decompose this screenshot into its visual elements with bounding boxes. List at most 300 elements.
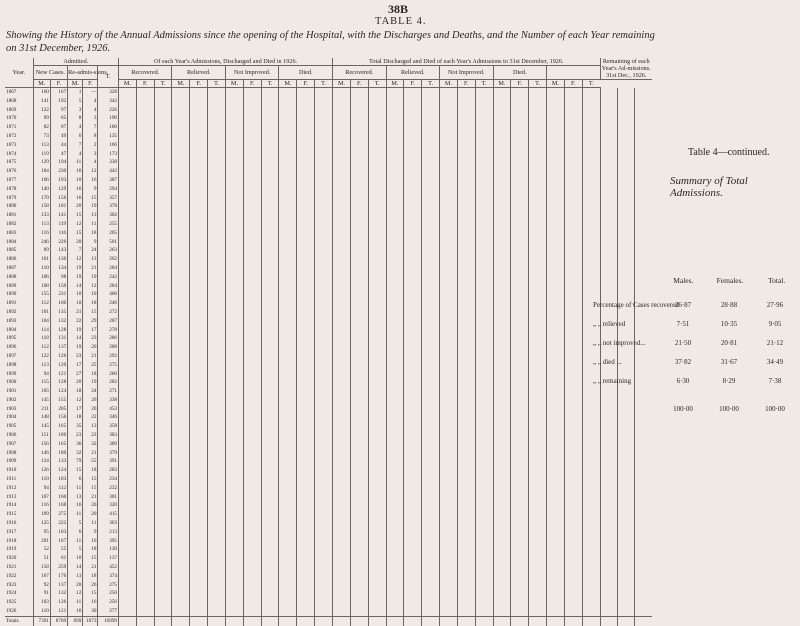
data-cell — [386, 132, 404, 141]
table-row — [5, 475, 652, 484]
admitted-cell: 165 — [50, 422, 67, 431]
table-row — [5, 545, 652, 554]
data-cell — [493, 176, 511, 185]
data-cell — [261, 299, 279, 308]
year-cell: 1870 — [6, 115, 17, 122]
header-sub: F. — [190, 80, 208, 88]
data-cell — [154, 528, 172, 537]
data-cell — [511, 255, 529, 264]
data-cell — [350, 519, 368, 528]
data-cell — [190, 607, 208, 616]
totals-label: Totals — [5, 616, 33, 625]
data-cell — [564, 150, 582, 159]
data-cell — [529, 132, 547, 141]
admitted-cell: 363 — [98, 519, 119, 528]
data-cell — [297, 202, 315, 211]
data-cell — [617, 537, 634, 546]
data-cell — [635, 563, 652, 572]
data-cell — [261, 537, 279, 546]
admitted-cell: 193 — [50, 176, 67, 185]
data-cell — [547, 449, 565, 458]
data-cell — [582, 475, 600, 484]
admitted-cell: 105 — [33, 387, 50, 396]
data-cell — [208, 97, 226, 106]
data-cell — [333, 387, 351, 396]
data-cell — [172, 290, 190, 299]
year-cell: 1923 — [6, 581, 17, 588]
data-cell — [208, 114, 226, 123]
data-cell — [350, 158, 368, 167]
summary-row: „ „ not improved... 21·50 20·81 21·12 — [593, 339, 784, 347]
data-cell — [600, 581, 617, 590]
admitted-cell: 119 — [50, 220, 67, 229]
data-cell — [350, 220, 368, 229]
data-cell — [297, 167, 315, 176]
year-cell: 1881 — [6, 212, 17, 219]
data-cell — [279, 220, 297, 229]
header-sub: M. — [279, 80, 297, 88]
admitted-cell: 250 — [98, 589, 119, 598]
data-cell — [635, 88, 652, 97]
admitted-cell: 328 — [98, 88, 119, 97]
data-cell — [617, 97, 634, 106]
data-cell — [154, 396, 172, 405]
data-cell — [208, 457, 226, 466]
data-cell — [136, 114, 154, 123]
year-cell: 1873 — [6, 141, 17, 148]
admitted-cell: 453 — [98, 405, 119, 414]
data-cell — [261, 449, 279, 458]
admitted-cell: 101 — [33, 308, 50, 317]
data-cell — [154, 282, 172, 291]
data-cell — [600, 537, 617, 546]
admitted-cell: 222 — [50, 519, 67, 528]
data-cell — [119, 396, 137, 405]
data-cell — [154, 572, 172, 581]
data-cell — [440, 238, 458, 247]
admitted-cell: 15 — [83, 308, 98, 317]
year-cell: 1917 — [6, 528, 17, 535]
admitted-cell: 15 — [83, 554, 98, 563]
data-cell — [297, 422, 315, 431]
data-cell — [279, 326, 297, 335]
data-cell — [225, 484, 243, 493]
admitted-cell: 158 — [33, 202, 50, 211]
data-cell — [422, 537, 440, 546]
data-cell — [208, 352, 226, 361]
data-cell — [119, 510, 137, 519]
data-cell — [600, 563, 617, 572]
data-cell — [582, 106, 600, 115]
data-cell — [368, 457, 386, 466]
data-cell — [617, 132, 634, 141]
data-cell — [243, 264, 261, 273]
data-cell — [315, 185, 333, 194]
data-cell — [529, 334, 547, 343]
data-cell — [136, 405, 154, 414]
table-row — [5, 431, 652, 440]
admitted-cell: 16 — [83, 176, 98, 185]
data-cell — [243, 598, 261, 607]
data-cell — [208, 440, 226, 449]
data-cell — [350, 378, 368, 387]
data-cell — [154, 185, 172, 194]
admitted-cell: 55 — [83, 457, 98, 466]
data-cell — [635, 97, 652, 106]
data-cell — [368, 246, 386, 255]
data-cell — [136, 326, 154, 335]
data-cell — [297, 607, 315, 616]
data-cell — [190, 255, 208, 264]
data-cell — [136, 537, 154, 546]
data-cell — [600, 449, 617, 458]
data-cell — [333, 167, 351, 176]
data-cell — [564, 589, 582, 598]
data-cell — [297, 97, 315, 106]
data-cell — [635, 466, 652, 475]
data-cell — [172, 581, 190, 590]
data-cell — [315, 167, 333, 176]
data-cell — [279, 598, 297, 607]
data-cell — [136, 501, 154, 510]
admitted-cell: 133 — [33, 211, 50, 220]
data-cell — [333, 616, 351, 625]
data-cell — [617, 229, 634, 238]
data-cell — [208, 607, 226, 616]
admitted-cell: 320 — [98, 501, 119, 510]
data-cell — [404, 422, 422, 431]
data-cell — [119, 132, 137, 141]
data-cell — [333, 581, 351, 590]
data-cell — [529, 106, 547, 115]
year-cell: 1867 — [6, 89, 17, 95]
data-cell — [350, 616, 368, 625]
data-cell — [564, 299, 582, 308]
data-cell — [440, 405, 458, 414]
data-cell — [243, 352, 261, 361]
data-cell — [422, 194, 440, 203]
data-cell — [172, 194, 190, 203]
data-cell — [261, 185, 279, 194]
data-cell — [582, 616, 600, 625]
data-cell — [333, 466, 351, 475]
admitted-cell: 126 — [50, 352, 67, 361]
data-cell — [564, 97, 582, 106]
table-row — [5, 114, 652, 123]
data-cell — [333, 352, 351, 361]
data-cell — [457, 387, 475, 396]
summary-row: „ „ died ... 37·82 31·67 34·49 — [593, 358, 784, 366]
data-cell — [386, 308, 404, 317]
data-cell — [297, 150, 315, 159]
data-cell — [119, 194, 137, 203]
data-cell — [475, 563, 493, 572]
year-cell: 1901 — [6, 388, 17, 395]
data-cell — [225, 290, 243, 299]
data-cell — [350, 589, 368, 598]
data-cell — [600, 123, 617, 132]
data-cell — [119, 616, 137, 625]
data-cell — [422, 150, 440, 159]
data-cell — [529, 493, 547, 502]
data-cell — [279, 211, 297, 220]
data-cell — [243, 246, 261, 255]
data-cell — [279, 361, 297, 370]
data-cell — [297, 554, 315, 563]
data-cell — [493, 352, 511, 361]
year-cell: 1872 — [6, 132, 17, 139]
data-cell — [243, 299, 261, 308]
data-cell — [315, 282, 333, 291]
year-cell: 1909 — [6, 458, 17, 465]
data-cell — [243, 123, 261, 132]
data-cell — [475, 88, 493, 97]
data-cell — [172, 589, 190, 598]
data-cell — [547, 563, 565, 572]
data-cell — [119, 519, 137, 528]
data-cell — [493, 326, 511, 335]
data-cell — [119, 229, 137, 238]
data-cell — [457, 581, 475, 590]
data-cell — [190, 114, 208, 123]
data-cell — [315, 405, 333, 414]
data-cell — [154, 167, 172, 176]
data-cell — [600, 194, 617, 203]
data-cell — [617, 501, 634, 510]
data-cell — [368, 493, 386, 502]
data-cell — [315, 202, 333, 211]
table-row — [5, 598, 652, 607]
data-cell — [333, 457, 351, 466]
data-cell — [386, 572, 404, 581]
data-cell — [136, 308, 154, 317]
data-cell — [315, 176, 333, 185]
admitted-cell: 79 — [68, 457, 83, 466]
data-cell — [404, 238, 422, 247]
table-row — [5, 422, 652, 431]
data-cell — [404, 607, 422, 616]
data-cell — [190, 537, 208, 546]
data-cell — [225, 598, 243, 607]
data-cell — [564, 114, 582, 123]
data-cell — [386, 484, 404, 493]
data-cell — [511, 132, 529, 141]
admitted-cell: 230 — [50, 167, 67, 176]
data-cell — [617, 440, 634, 449]
data-cell — [208, 361, 226, 370]
data-cell — [422, 422, 440, 431]
data-cell — [600, 440, 617, 449]
data-cell — [119, 150, 137, 159]
data-cell — [564, 405, 582, 414]
data-cell — [564, 246, 582, 255]
data-cell — [279, 387, 297, 396]
data-cell — [350, 246, 368, 255]
data-cell — [172, 484, 190, 493]
data-cell — [457, 326, 475, 335]
data-cell — [386, 282, 404, 291]
data-cell — [243, 413, 261, 422]
data-cell — [190, 370, 208, 379]
data-cell — [547, 422, 565, 431]
data-cell — [386, 607, 404, 616]
year-cell: 1924 — [6, 590, 17, 597]
data-cell — [422, 246, 440, 255]
data-cell — [600, 167, 617, 176]
admitted-cell: 180 — [50, 449, 67, 458]
data-cell — [190, 343, 208, 352]
data-cell — [333, 501, 351, 510]
data-cell — [635, 246, 652, 255]
data-cell — [404, 405, 422, 414]
data-cell — [564, 510, 582, 519]
data-cell — [279, 299, 297, 308]
header-remaining: Remaining of each Year's Ad-missions. 31st Dec., 1926. — [601, 58, 651, 79]
admitted-cell: 160 — [50, 493, 67, 502]
data-cell — [547, 545, 565, 554]
totals-cell: 16999 — [98, 616, 119, 625]
data-cell — [154, 405, 172, 414]
data-cell — [475, 246, 493, 255]
admitted-cell: 17 — [68, 361, 83, 370]
data-cell — [475, 150, 493, 159]
admitted-cell: 141 — [50, 211, 67, 220]
admitted-cell: 4 — [68, 150, 83, 159]
data-cell — [297, 396, 315, 405]
year-cell: 1894 — [6, 326, 17, 333]
data-cell — [136, 493, 154, 502]
data-cell — [529, 97, 547, 106]
data-cell — [582, 537, 600, 546]
data-cell — [635, 114, 652, 123]
data-cell — [208, 378, 226, 387]
data-cell — [315, 326, 333, 335]
data-cell — [404, 528, 422, 537]
year-cell: 1886 — [6, 256, 17, 263]
data-cell — [136, 449, 154, 458]
data-cell — [617, 158, 634, 167]
admitted-cell: 7 — [68, 246, 83, 255]
data-cell — [386, 167, 404, 176]
data-cell — [511, 150, 529, 159]
data-cell — [243, 545, 261, 554]
data-cell — [529, 343, 547, 352]
data-cell — [208, 449, 226, 458]
data-cell — [529, 282, 547, 291]
table-row — [5, 581, 652, 590]
data-cell — [529, 299, 547, 308]
data-cell — [404, 589, 422, 598]
data-cell — [475, 466, 493, 475]
data-cell — [225, 537, 243, 546]
data-cell — [315, 317, 333, 326]
data-cell — [136, 510, 154, 519]
history-table — [5, 58, 652, 624]
data-cell — [190, 238, 208, 247]
data-cell — [635, 493, 652, 502]
data-cell — [511, 528, 529, 537]
data-cell — [600, 264, 617, 273]
data-cell — [511, 501, 529, 510]
admitted-cell: 255 — [98, 220, 119, 229]
data-cell — [136, 211, 154, 220]
admitted-cell: 167 — [50, 88, 67, 97]
data-cell — [404, 440, 422, 449]
data-cell — [154, 607, 172, 616]
data-cell — [243, 440, 261, 449]
data-cell — [422, 378, 440, 387]
data-cell — [600, 246, 617, 255]
data-cell — [225, 589, 243, 598]
data-cell — [261, 141, 279, 150]
data-cell — [368, 123, 386, 132]
data-cell — [208, 598, 226, 607]
data-cell — [297, 387, 315, 396]
data-cell — [635, 616, 652, 625]
data-cell — [404, 352, 422, 361]
data-cell — [350, 537, 368, 546]
data-cell — [511, 413, 529, 422]
admitted-cell: 158 — [33, 563, 50, 572]
table-row — [5, 572, 652, 581]
admitted-cell: 16 — [83, 537, 98, 546]
data-cell — [154, 422, 172, 431]
data-cell — [404, 361, 422, 370]
data-cell — [422, 387, 440, 396]
data-cell — [279, 282, 297, 291]
table-row — [5, 176, 652, 185]
data-cell — [172, 185, 190, 194]
data-cell — [529, 273, 547, 282]
data-cell — [190, 211, 208, 220]
admitted-cell: 357 — [98, 194, 119, 203]
data-cell — [440, 440, 458, 449]
data-cell — [297, 343, 315, 352]
data-cell — [564, 598, 582, 607]
data-cell — [475, 545, 493, 554]
data-cell — [154, 387, 172, 396]
admitted-cell: 176 — [50, 572, 67, 581]
data-cell — [333, 282, 351, 291]
admitted-cell: 1 — [68, 88, 83, 97]
data-cell — [404, 185, 422, 194]
data-cell — [635, 484, 652, 493]
data-cell — [635, 273, 652, 282]
data-cell — [315, 150, 333, 159]
data-cell — [422, 449, 440, 458]
data-cell — [617, 563, 634, 572]
admitted-cell: 272 — [98, 308, 119, 317]
data-cell — [422, 361, 440, 370]
table-row — [5, 150, 652, 159]
data-cell — [119, 167, 137, 176]
data-cell — [475, 343, 493, 352]
data-cell — [172, 572, 190, 581]
data-cell — [600, 607, 617, 616]
data-cell — [564, 554, 582, 563]
data-cell — [457, 343, 475, 352]
data-cell — [529, 405, 547, 414]
header-group-1926: Of each Year's Admissions, Discharged and Died in 1926. — [119, 58, 333, 66]
data-cell — [225, 413, 243, 422]
data-cell — [422, 88, 440, 97]
data-cell — [600, 528, 617, 537]
data-cell — [243, 449, 261, 458]
data-cell — [154, 246, 172, 255]
data-cell — [315, 361, 333, 370]
data-cell — [225, 343, 243, 352]
data-cell — [119, 528, 137, 537]
